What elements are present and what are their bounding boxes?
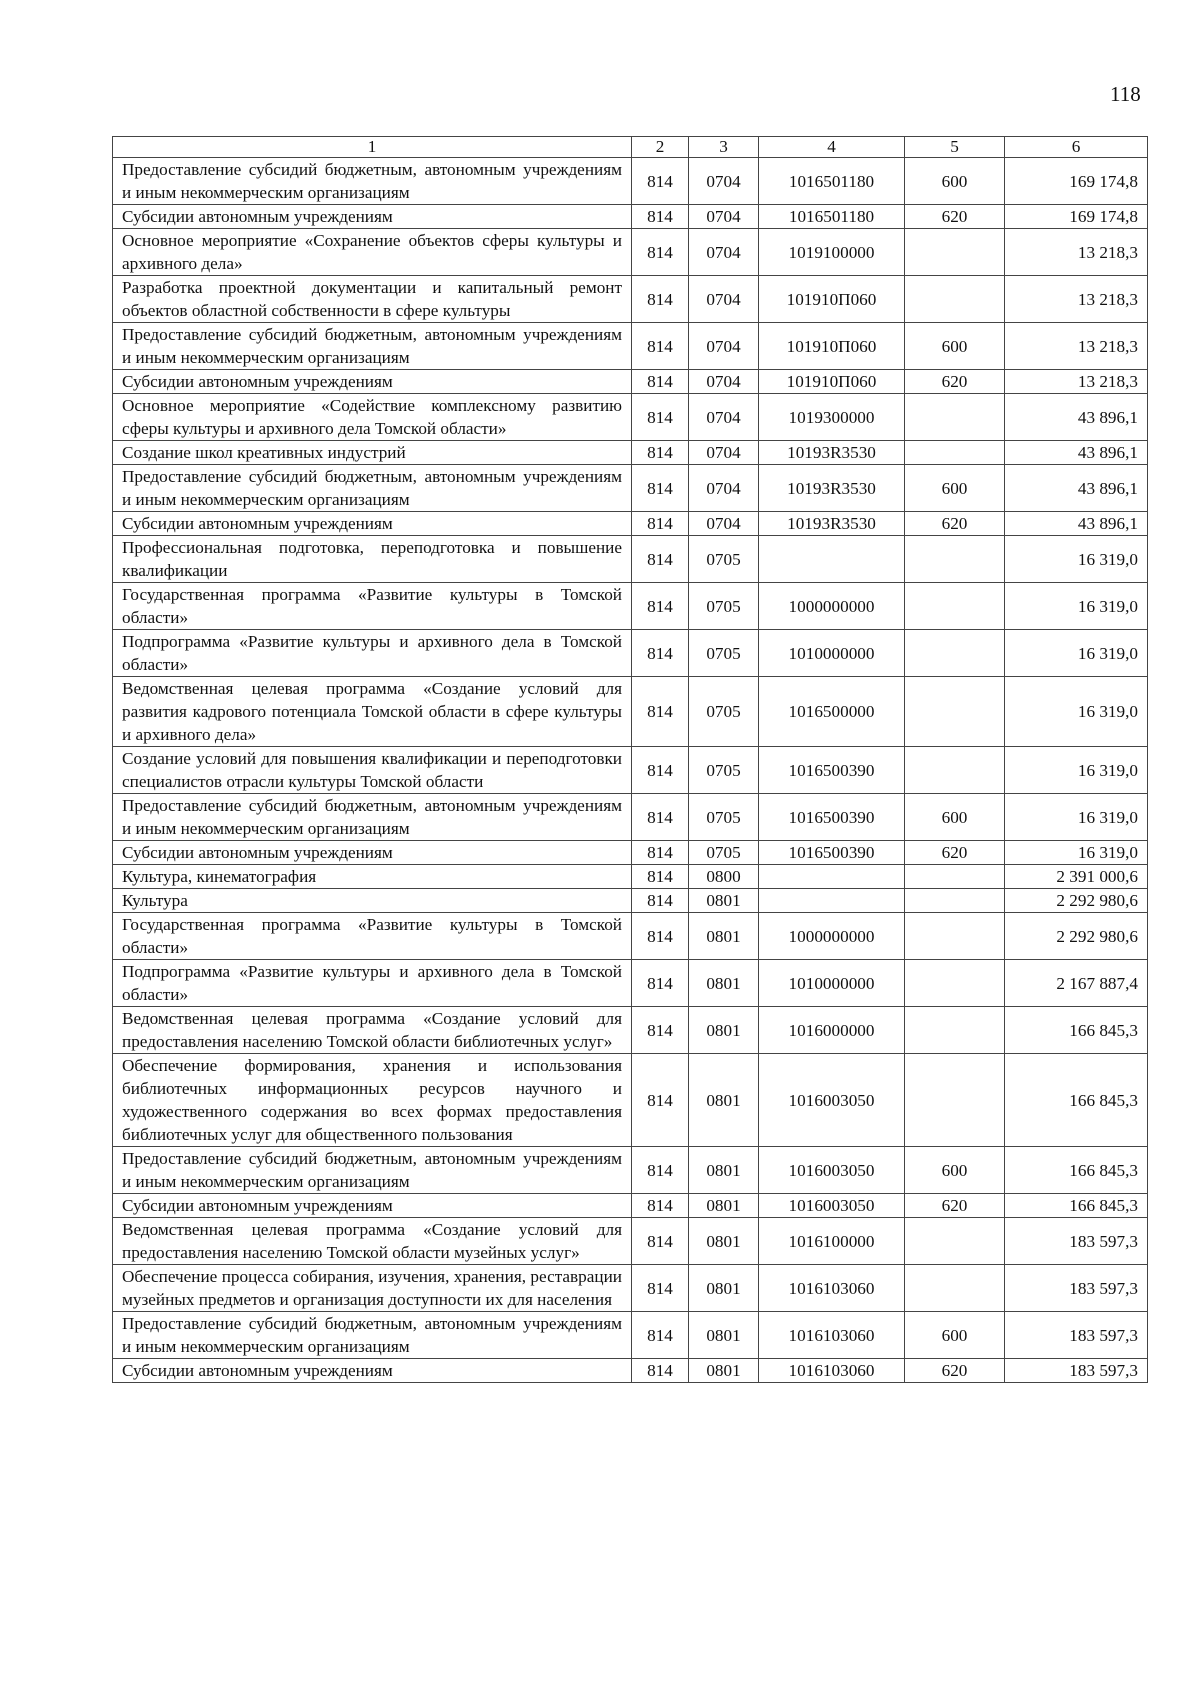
ministry-code: 814 xyxy=(632,158,689,205)
section-code: 0801 xyxy=(689,889,759,913)
target-article-code: 1016500000 xyxy=(759,677,905,747)
expense-type-code xyxy=(905,960,1005,1007)
ministry-code: 814 xyxy=(632,841,689,865)
expense-type-code: 600 xyxy=(905,1312,1005,1359)
page-number: 118 xyxy=(1110,82,1141,106)
target-article-code: 10193R3530 xyxy=(759,441,905,465)
expense-type-code: 620 xyxy=(905,841,1005,865)
expense-type-code xyxy=(905,229,1005,276)
table-row xyxy=(113,677,1148,747)
target-article-code: 1000000000 xyxy=(759,913,905,960)
expense-type-code xyxy=(905,1265,1005,1312)
row-description: Ведомственная целевая программа «Создание условий для предоставления населению Томской области музейных услуг» xyxy=(113,1218,632,1265)
section-code: 0705 xyxy=(689,677,759,747)
expense-type-code: 600 xyxy=(905,1147,1005,1194)
table-row xyxy=(113,370,1148,394)
table-row xyxy=(113,394,1148,441)
expense-type-code xyxy=(905,913,1005,960)
table-row xyxy=(113,512,1148,536)
row-description: Основное мероприятие «Сохранение объектов сферы культуры и архивного дела» xyxy=(113,229,632,276)
table-row xyxy=(113,1194,1148,1218)
target-article-code xyxy=(759,889,905,913)
expense-type-code xyxy=(905,276,1005,323)
row-description: Обеспечение формирования, хранения и использования библиотечных информационных ресурсов научного и художественного содержания во всех формах предоставления библиотечных услуг для общественного пользования xyxy=(113,1054,632,1147)
ministry-code: 814 xyxy=(632,394,689,441)
amount: 183 597,3 xyxy=(1005,1312,1148,1359)
row-description: Субсидии автономным учреждениям xyxy=(113,1194,632,1218)
ministry-code: 814 xyxy=(632,1054,689,1147)
section-code: 0704 xyxy=(689,158,759,205)
target-article-code: 1010000000 xyxy=(759,960,905,1007)
table-body xyxy=(113,137,1148,1383)
section-code: 0801 xyxy=(689,1054,759,1147)
amount: 166 845,3 xyxy=(1005,1007,1148,1054)
amount: 183 597,3 xyxy=(1005,1359,1148,1383)
amount: 183 597,3 xyxy=(1005,1265,1148,1312)
amount: 169 174,8 xyxy=(1005,158,1148,205)
ministry-code: 814 xyxy=(632,276,689,323)
row-description: Ведомственная целевая программа «Создание условий для предоставления населению Томской области библиотечных услуг» xyxy=(113,1007,632,1054)
column-header-3: 3 xyxy=(689,137,759,158)
expense-type-code xyxy=(905,583,1005,630)
table-row xyxy=(113,889,1148,913)
target-article-code: 1016500390 xyxy=(759,747,905,794)
amount: 2 391 000,6 xyxy=(1005,865,1148,889)
target-article-code: 1016501180 xyxy=(759,205,905,229)
section-code: 0705 xyxy=(689,583,759,630)
amount: 16 319,0 xyxy=(1005,677,1148,747)
table-row xyxy=(113,1359,1148,1383)
target-article-code: 1016100000 xyxy=(759,1218,905,1265)
table-row xyxy=(113,158,1148,205)
expense-type-code: 600 xyxy=(905,158,1005,205)
ministry-code: 814 xyxy=(632,1007,689,1054)
row-description: Профессиональная подготовка, переподготовка и повышение квалификации xyxy=(113,536,632,583)
table-row xyxy=(113,794,1148,841)
section-code: 0704 xyxy=(689,229,759,276)
section-code: 0704 xyxy=(689,276,759,323)
section-code: 0801 xyxy=(689,1194,759,1218)
table-row xyxy=(113,441,1148,465)
target-article-code: 1016000000 xyxy=(759,1007,905,1054)
section-code: 0801 xyxy=(689,1265,759,1312)
amount: 13 218,3 xyxy=(1005,276,1148,323)
expense-type-code: 620 xyxy=(905,205,1005,229)
amount: 2 292 980,6 xyxy=(1005,913,1148,960)
row-description: Обеспечение процесса собирания, изучения, хранения, реставрации музейных предметов и организация доступности их для населения xyxy=(113,1265,632,1312)
table-row xyxy=(113,747,1148,794)
expense-type-code xyxy=(905,536,1005,583)
amount: 169 174,8 xyxy=(1005,205,1148,229)
target-article-code: 1016500390 xyxy=(759,841,905,865)
ministry-code: 814 xyxy=(632,913,689,960)
expense-type-code xyxy=(905,677,1005,747)
table-row xyxy=(113,1218,1148,1265)
section-code: 0704 xyxy=(689,512,759,536)
ministry-code: 814 xyxy=(632,1359,689,1383)
expense-type-code xyxy=(905,394,1005,441)
section-code: 0801 xyxy=(689,1359,759,1383)
column-header-2: 2 xyxy=(632,137,689,158)
amount: 13 218,3 xyxy=(1005,323,1148,370)
amount: 43 896,1 xyxy=(1005,441,1148,465)
amount: 166 845,3 xyxy=(1005,1054,1148,1147)
target-article-code: 1016103060 xyxy=(759,1265,905,1312)
ministry-code: 814 xyxy=(632,323,689,370)
row-description: Подпрограмма «Развитие культуры и архивного дела в Томской области» xyxy=(113,960,632,1007)
table-row xyxy=(113,323,1148,370)
ministry-code: 814 xyxy=(632,205,689,229)
section-code: 0801 xyxy=(689,1218,759,1265)
target-article-code: 1016003050 xyxy=(759,1147,905,1194)
column-header-6: 6 xyxy=(1005,137,1148,158)
table-row xyxy=(113,841,1148,865)
row-description: Ведомственная целевая программа «Создание условий для развития кадрового потенциала Томской области в сфере культуры и архивного дела» xyxy=(113,677,632,747)
ministry-code: 814 xyxy=(632,536,689,583)
ministry-code: 814 xyxy=(632,1147,689,1194)
table-row xyxy=(113,276,1148,323)
target-article-code: 1016500390 xyxy=(759,794,905,841)
section-code: 0801 xyxy=(689,960,759,1007)
expense-type-code: 600 xyxy=(905,465,1005,512)
ministry-code: 814 xyxy=(632,1218,689,1265)
table-row xyxy=(113,536,1148,583)
ministry-code: 814 xyxy=(632,630,689,677)
table-row xyxy=(113,465,1148,512)
amount: 43 896,1 xyxy=(1005,394,1148,441)
amount: 183 597,3 xyxy=(1005,1218,1148,1265)
row-description: Предоставление субсидий бюджетным, автономным учреждениям и иным некоммерческим организациям xyxy=(113,158,632,205)
amount: 16 319,0 xyxy=(1005,583,1148,630)
table-header-row xyxy=(113,137,1148,158)
row-description: Субсидии автономным учреждениям xyxy=(113,512,632,536)
amount: 166 845,3 xyxy=(1005,1147,1148,1194)
expense-type-code xyxy=(905,441,1005,465)
expense-type-code: 600 xyxy=(905,794,1005,841)
column-header-5: 5 xyxy=(905,137,1005,158)
row-description: Субсидии автономным учреждениям xyxy=(113,205,632,229)
expense-type-code xyxy=(905,865,1005,889)
expense-type-code: 600 xyxy=(905,323,1005,370)
section-code: 0704 xyxy=(689,370,759,394)
amount: 16 319,0 xyxy=(1005,630,1148,677)
target-article-code xyxy=(759,865,905,889)
target-article-code: 10193R3530 xyxy=(759,512,905,536)
ministry-code: 814 xyxy=(632,441,689,465)
expense-type-code: 620 xyxy=(905,370,1005,394)
section-code: 0705 xyxy=(689,841,759,865)
ministry-code: 814 xyxy=(632,1312,689,1359)
target-article-code: 1016003050 xyxy=(759,1194,905,1218)
row-description: Создание школ креативных индустрий xyxy=(113,441,632,465)
amount: 43 896,1 xyxy=(1005,512,1148,536)
table-row xyxy=(113,1265,1148,1312)
row-description: Субсидии автономным учреждениям xyxy=(113,1359,632,1383)
ministry-code: 814 xyxy=(632,370,689,394)
amount: 16 319,0 xyxy=(1005,747,1148,794)
ministry-code: 814 xyxy=(632,229,689,276)
row-description: Предоставление субсидий бюджетным, автономным учреждениям и иным некоммерческим организациям xyxy=(113,1147,632,1194)
amount: 43 896,1 xyxy=(1005,465,1148,512)
target-article-code: 1010000000 xyxy=(759,630,905,677)
table-row xyxy=(113,630,1148,677)
expense-type-code xyxy=(905,1218,1005,1265)
row-description: Предоставление субсидий бюджетным, автономным учреждениям и иным некоммерческим организациям xyxy=(113,323,632,370)
row-description: Государственная программа «Развитие культуры в Томской области» xyxy=(113,913,632,960)
row-description: Субсидии автономным учреждениям xyxy=(113,841,632,865)
table-row xyxy=(113,205,1148,229)
table-row xyxy=(113,960,1148,1007)
target-article-code: 10193R3530 xyxy=(759,465,905,512)
section-code: 0705 xyxy=(689,536,759,583)
ministry-code: 814 xyxy=(632,865,689,889)
section-code: 0800 xyxy=(689,865,759,889)
expense-type-code xyxy=(905,1054,1005,1147)
ministry-code: 814 xyxy=(632,960,689,1007)
ministry-code: 814 xyxy=(632,794,689,841)
section-code: 0704 xyxy=(689,465,759,512)
budget-table xyxy=(112,136,1148,1383)
target-article-code xyxy=(759,536,905,583)
table-row xyxy=(113,1147,1148,1194)
row-description: Создание условий для повышения квалификации и переподготовки специалистов отрасли культуры Томской области xyxy=(113,747,632,794)
ministry-code: 814 xyxy=(632,583,689,630)
table-row xyxy=(113,1054,1148,1147)
row-description: Предоставление субсидий бюджетным, автономным учреждениям и иным некоммерческим организациям xyxy=(113,465,632,512)
row-description: Подпрограмма «Развитие культуры и архивного дела в Томской области» xyxy=(113,630,632,677)
target-article-code: 1016103060 xyxy=(759,1312,905,1359)
row-description: Разработка проектной документации и капитальный ремонт объектов областной собственности в сфере культуры xyxy=(113,276,632,323)
table-row xyxy=(113,583,1148,630)
ministry-code: 814 xyxy=(632,747,689,794)
ministry-code: 814 xyxy=(632,1265,689,1312)
table-row xyxy=(113,865,1148,889)
expense-type-code xyxy=(905,747,1005,794)
section-code: 0705 xyxy=(689,794,759,841)
target-article-code: 1016103060 xyxy=(759,1359,905,1383)
table-row xyxy=(113,229,1148,276)
row-description: Предоставление субсидий бюджетным, автономным учреждениям и иным некоммерческим организациям xyxy=(113,794,632,841)
column-header-1: 1 xyxy=(113,137,632,158)
table-row xyxy=(113,1312,1148,1359)
section-code: 0704 xyxy=(689,323,759,370)
ministry-code: 814 xyxy=(632,677,689,747)
row-description: Государственная программа «Развитие культуры в Томской области» xyxy=(113,583,632,630)
ministry-code: 814 xyxy=(632,465,689,512)
amount: 16 319,0 xyxy=(1005,841,1148,865)
expense-type-code: 620 xyxy=(905,512,1005,536)
row-description: Предоставление субсидий бюджетным, автономным учреждениям и иным некоммерческим организациям xyxy=(113,1312,632,1359)
target-article-code: 101910П060 xyxy=(759,276,905,323)
section-code: 0801 xyxy=(689,1007,759,1054)
expense-type-code: 620 xyxy=(905,1359,1005,1383)
section-code: 0801 xyxy=(689,1312,759,1359)
target-article-code: 1000000000 xyxy=(759,583,905,630)
expense-type-code: 620 xyxy=(905,1194,1005,1218)
target-article-code: 1019100000 xyxy=(759,229,905,276)
row-description: Субсидии автономным учреждениям xyxy=(113,370,632,394)
amount: 16 319,0 xyxy=(1005,794,1148,841)
section-code: 0704 xyxy=(689,394,759,441)
ministry-code: 814 xyxy=(632,1194,689,1218)
amount: 13 218,3 xyxy=(1005,229,1148,276)
ministry-code: 814 xyxy=(632,889,689,913)
section-code: 0704 xyxy=(689,441,759,465)
target-article-code: 1016501180 xyxy=(759,158,905,205)
row-description: Основное мероприятие «Содействие комплексному развитию сферы культуры и архивного дела Томской области» xyxy=(113,394,632,441)
table-row xyxy=(113,1007,1148,1054)
column-header-4: 4 xyxy=(759,137,905,158)
amount: 2 167 887,4 xyxy=(1005,960,1148,1007)
table-row xyxy=(113,913,1148,960)
amount: 2 292 980,6 xyxy=(1005,889,1148,913)
section-code: 0705 xyxy=(689,630,759,677)
row-description: Культура xyxy=(113,889,632,913)
target-article-code: 101910П060 xyxy=(759,323,905,370)
amount: 16 319,0 xyxy=(1005,536,1148,583)
amount: 166 845,3 xyxy=(1005,1194,1148,1218)
expense-type-code xyxy=(905,630,1005,677)
section-code: 0801 xyxy=(689,913,759,960)
ministry-code: 814 xyxy=(632,512,689,536)
row-description: Культура, кинематография xyxy=(113,865,632,889)
section-code: 0705 xyxy=(689,747,759,794)
expense-type-code xyxy=(905,1007,1005,1054)
target-article-code: 1016003050 xyxy=(759,1054,905,1147)
expense-type-code xyxy=(905,889,1005,913)
target-article-code: 101910П060 xyxy=(759,370,905,394)
section-code: 0704 xyxy=(689,205,759,229)
amount: 13 218,3 xyxy=(1005,370,1148,394)
section-code: 0801 xyxy=(689,1147,759,1194)
target-article-code: 1019300000 xyxy=(759,394,905,441)
